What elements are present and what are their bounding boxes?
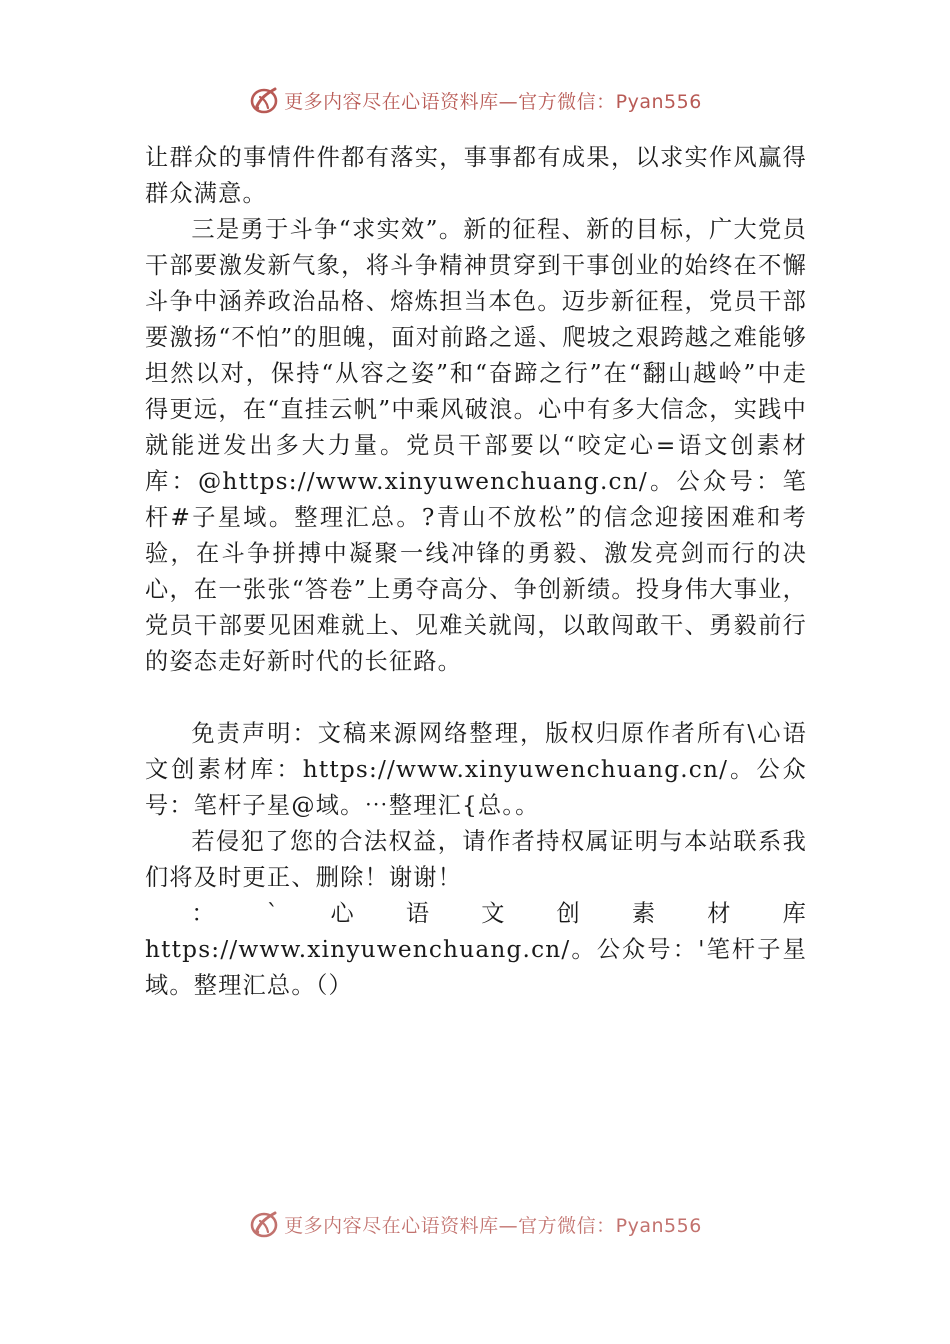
source-line: ： ˋ 心 语 文 创 素 材 库 xyxy=(191,900,807,927)
paragraph-2: 三是勇于斗争“求实效”。新的征程、新的目标，广大党员干部要激发新气象，将斗争精神贯穿到干事创业的始终在不懈斗争中涵养政治品格、熔炼担当本色。迈步新征程，党员干部要激扬“不怕”的胆魄，面对前路之遥、爬坡之艰跨越之难能够坦然以对，保持“从容之姿”和“奋蹄之行”在“翻山越岭”中走得更远，在“直挂云帆”中乘风破浪。心中有多大信念，实践中就能迸发出多大力量。党员干部要以“咬定心=语文创素材库：@https://www.xinyuwenchuang.cn/。公众号：笔杆#子星域。整理汇总。?青山不放松”的信念迎接困难和考验，在斗争拼搏中凝聚一线冲锋的勇毅、激发亮剑而行的决心，在一张张“答卷”上勇夺高分、争创新绩。投身伟大事业，党员干部要见困难就上、见难关就闯，以敢闯敢干、勇毅前行的姿态走好新时代的长征路。 xyxy=(145,216,807,675)
paragraph-spacer xyxy=(145,680,807,716)
infringement-notice: 若侵犯了您的合法权益，请作者持权属证明与本站联系我们将及时更正、删除！谢谢！ xyxy=(145,828,807,891)
document-body xyxy=(145,140,807,1004)
brand-logo-icon xyxy=(248,84,280,116)
footer-banner-text: 更多内容尽在心语资料库—官方微信：Pyan556 xyxy=(284,1214,702,1237)
paragraph-1: 让群众的事情件件都有落实，事事都有成果，以求实作风赢得群众满意。 xyxy=(145,144,807,207)
footer-banner xyxy=(0,1208,950,1240)
header-banner xyxy=(0,84,950,116)
header-banner-text: 更多内容尽在心语资料库—官方微信：Pyan556 xyxy=(284,90,702,113)
disclaimer-paragraph: 免责声明：文稿来源网络整理，版权归原作者所有\心语文创素材库：https://www.xinyuwenchuang.cn/。公众号：笔杆子星@域。⋯整理汇{总。。 xyxy=(145,720,807,819)
source-link-line: https://www.xinyuwenchuang.cn/。公众号：'笔杆子星域。整理汇总。（） xyxy=(145,936,807,999)
brand-logo-icon xyxy=(248,1208,280,1240)
